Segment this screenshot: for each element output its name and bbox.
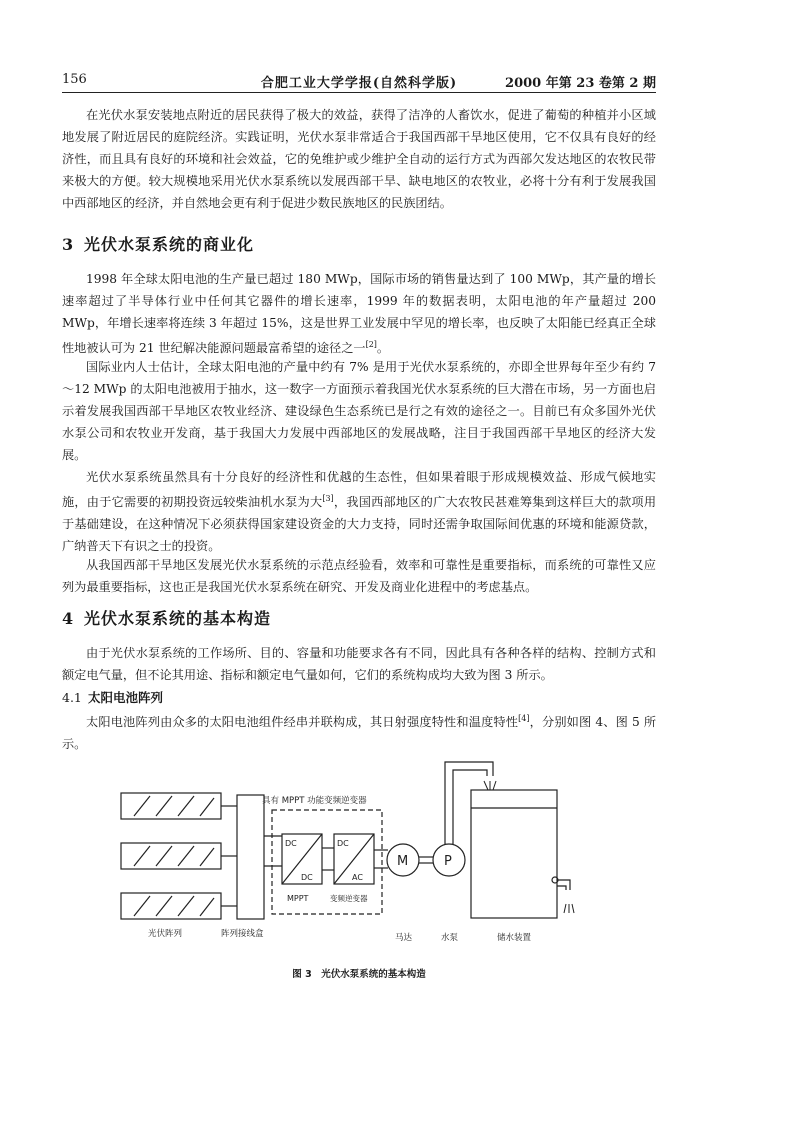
- paragraph-text: ，我国西部地区的广大农牧民甚难筹集到这样巨大的款项用于基础建设，在这种情况下必须获得国家建设资金的大力支持，同时还需争取国际间优惠的环境和能源贷款，广纳普天下有识之士的投资。: [62, 495, 657, 554]
- pump-label: 水泵: [441, 933, 459, 943]
- figure-caption: 图 3 光伏水泵系统的基本构造: [292, 969, 426, 980]
- motor-label: 马达: [395, 933, 413, 943]
- pv-panel-1: [121, 793, 221, 819]
- water-spray-icon: [484, 781, 496, 790]
- section-title: 光伏水泵系统的基本构造: [84, 609, 272, 628]
- dcdc-out-label: DC: [301, 873, 313, 882]
- vfd-label: 变频逆变器: [330, 894, 368, 903]
- junction-box: [237, 795, 264, 919]
- mppt-label: MPPT: [287, 894, 309, 903]
- section-number: 3: [62, 235, 75, 254]
- page-number: 156: [62, 72, 87, 87]
- pv-array-label: 光伏阵列: [148, 929, 183, 939]
- paragraph-text: 太阳电池阵列由众多的太阳电池组件经串并联构成，其日射强度特性和温度特性: [86, 715, 519, 730]
- pv-panel-2: [121, 843, 221, 869]
- tank-label: 储水装置: [497, 933, 532, 943]
- paragraph-text: 光伏水泵系统虽然具有十分良好的经济性和优越的生态性，但如果着眼于形成规模效益、形成气候地实施，由于它需要的初期投资远较柴油机水泵为大: [62, 470, 656, 510]
- paragraph-text: ，分别如图 4、图 5 所示。: [62, 715, 657, 752]
- journal-title: 合肥工业大学学报(自然科学版): [260, 76, 458, 91]
- intro-paragraph: 在光伏水泵安装地点附近的居民获得了极大的效益，获得了洁净的人畜饮水，促进了葡萄的种植并小区域地发展了附近居民的庭院经济。实践证明，光伏水泵非常适合于我国西部干旱地区使用，它不仅具有良好的经济性，而且具有良好的环境和社会效益，它的免维护或少维护全自动的运行方式为西部欠发达地区的农牧民带来极大的方便。较大规模地采用光伏水泵系统以发展西部干旱、缺电地区的农牧业，必将十分有利于发展我国中西部地区的经济，并自然地会更有利于促进少数民族地区的民族团结。: [62, 108, 656, 210]
- inverter-title-label: 具有 MPPT 功能变频逆变器: [262, 796, 367, 806]
- motor-letter: M: [397, 854, 409, 869]
- pump-letter: P: [444, 854, 452, 869]
- paragraph-text: 。: [376, 341, 390, 356]
- section-number: 4: [62, 609, 75, 628]
- section-title: 光伏水泵系统的商业化: [84, 235, 255, 254]
- section-4-paragraph-1: 由于光伏水泵系统的工作场所、目的、容量和功能要求各有不同，因此具有各种各样的结构、控制方式和额定电气量，但不论其用途、指标和额定电气量如何，它们的系统构成均大致为图 3 所示。: [62, 646, 656, 682]
- pv-panel-3: [121, 893, 221, 919]
- storage-tank: [471, 790, 557, 918]
- dcac-out-label: AC: [352, 873, 363, 882]
- citation: [2]: [365, 340, 377, 349]
- citation: [3]: [322, 494, 334, 503]
- section-3-paragraph-4: 从我国西部干旱地区发展光伏水泵系统的示范点经验看，效率和可靠性是重要指标，而系统的可靠性又应列为最重要指标，这也正是我国光伏水泵系统在研究、开发及商业化进程中的考虑基点。: [62, 558, 656, 594]
- dcac-in-label: DC: [337, 839, 349, 848]
- delivery-pipe: [445, 762, 493, 844]
- outlet-tap: [557, 880, 570, 890]
- outlet-drip-icon: [564, 904, 574, 913]
- paragraph-text: 1998 年全球太阳电池的生产量已超过 180 MWp，国际市场的销售量达到了 100 MWp，其产量的增长速率超过了半导体行业中任何其它器件的增长速率，1999 年的数据表明，太阳电池的年产量超过 200 MWp，年增长速率将连续 3 年超过 15%，这是世界工业发展中罕见的增长率，也反映了太阳能已经真正全球性地被认可为 21 世纪解决能源问题最富希望的途径之一: [62, 272, 656, 356]
- junction-box-label: 阵列接线盒: [221, 929, 264, 939]
- subsection-number: 4.1: [62, 690, 82, 705]
- dcdc-in-label: DC: [285, 839, 297, 848]
- citation: [4]: [518, 714, 530, 723]
- subsection-title: 太阳电池阵列: [88, 690, 164, 705]
- section-3-paragraph-2: 国际业内人士估计，全球太阳电池的产量中约有 7% 是用于光伏水泵系统的，亦即全世界每年至少有约 7～12 MWp 的太阳电池被用于抽水，这一数字一方面预示着我国光伏水泵系统的巨大潜在市场，另一方面也启示着发展我国西部干旱地区农牧业经济、建设绿色生态系统已是行之有效的途径之一。目前已有众多国外光伏水泵公司和农牧业开发商，基于我国大力发展中西部地区的发展战略，注目于我国西部干旱地区的经济大发展。: [62, 360, 656, 462]
- volume-info: 2000 年第 23 卷第 2 期: [505, 76, 656, 91]
